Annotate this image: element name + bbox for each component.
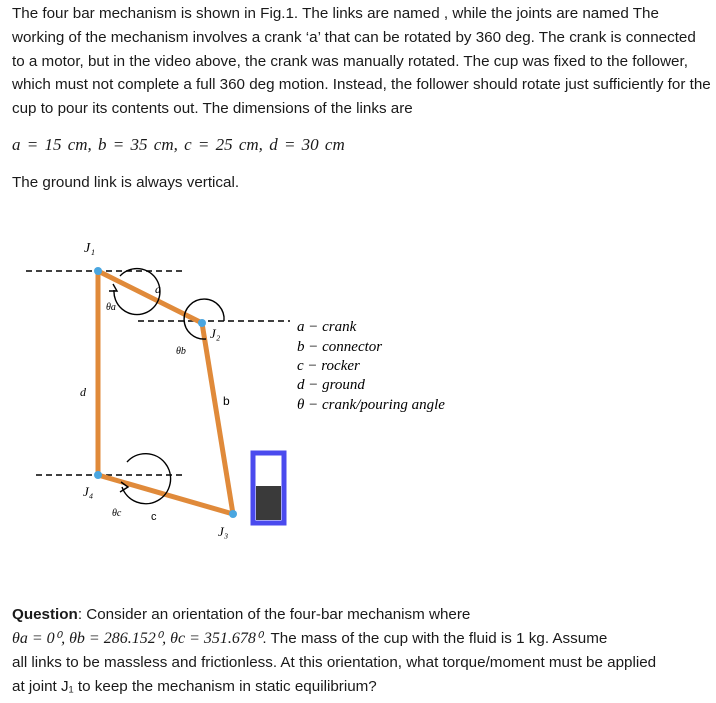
label-theta-c: θc [112,508,122,519]
dim-c: c = 25 cm, [184,135,263,154]
link-a [98,271,202,323]
joint-j3 [229,510,237,518]
cup-fluid [256,486,281,520]
label-j4: J₄ [83,484,94,499]
question-label: Question [12,606,78,623]
legend-item-b: b − connector [297,339,383,355]
dim-d: d = 30 cm [269,135,345,154]
legend-item-c: c − rocker [297,358,360,374]
joint-j4 [94,471,102,479]
label-d: d [80,385,86,399]
angle-arc-c [122,454,171,504]
ground-note: The ground link is always vertical. [12,174,240,191]
question-line-3: all links to be massless and frictionless. At this orientation, what torque/moment must be applied [12,654,657,671]
question-line-4: at joint J₁ to keep the mechanism in static equilibrium? [12,678,377,695]
link-b [202,323,233,514]
label-j2: J₂ [210,326,221,341]
legend-item-a: a − crank [297,319,357,335]
dim-a: a = 15 cm, [12,135,92,154]
arrow-a [109,284,117,291]
question-line-2 [12,627,712,651]
intro-paragraph: The four bar mechanism is shown in Fig.1. The links are named , while the joints are named The working of the mechanism involves a crank ‘a’ that can be rotated by 360 deg. The crank is connected to a motor, but in the video above, the crank was manually rotated. The cup was fixed to the follower, which must not complete a full 360 deg motion. Instead, the follower should rotate just sufficiently for the cup to pour its contents out. The dimensions of the links are [12,5,711,118]
label-c: c [151,511,157,523]
question-line-1 [12,603,712,627]
joint-j1 [94,267,102,275]
joint-j2 [198,319,206,327]
label-j3: J₃ [218,524,229,539]
label-theta-a: θa [106,302,116,313]
legend-item-d: d − ground [297,377,365,393]
label-a: a [155,282,161,296]
label-b: b [223,394,230,408]
legend-item-theta: θ − crank/pouring angle [297,397,445,413]
label-theta-b: θb [176,346,186,357]
question-text-2: . The mass of the cup with the fluid is 1 kg. Assume [262,630,608,647]
question-angles: θa = 0⁰, θb = 286.152⁰, θc = 351.678⁰ [12,630,263,647]
question-text-1: : Consider an orientation of the four-bar mechanism where [77,606,471,623]
label-j1: J₁ [84,241,96,256]
dim-b: b = 35 cm, [98,135,178,154]
